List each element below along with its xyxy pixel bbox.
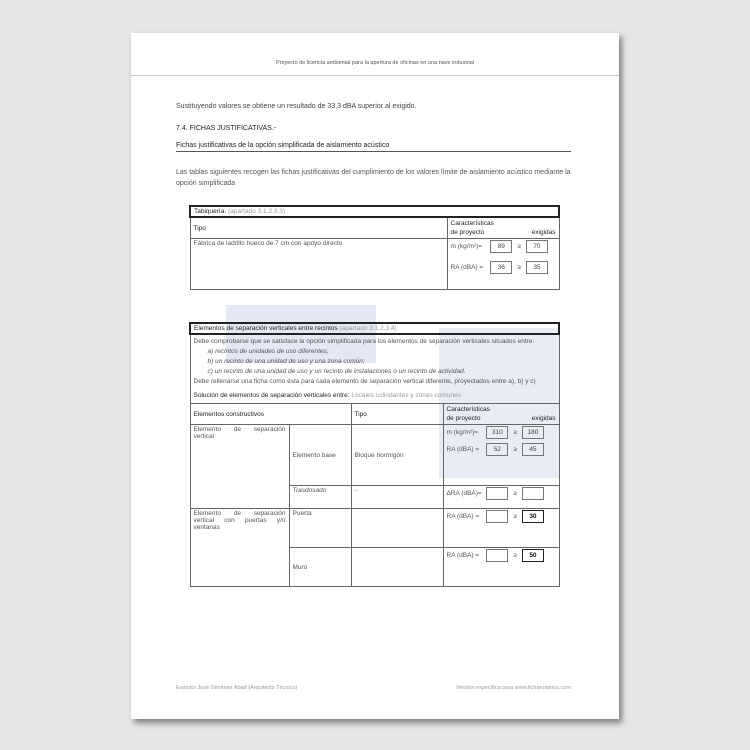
table-title <box>190 323 559 334</box>
ge-sign: ≥ <box>513 552 517 560</box>
col-header-exigidas: exigidas <box>531 415 556 422</box>
trasdosado-tipo: - <box>351 486 443 509</box>
element-puertas-label: Elemento de separación vertical con puertas y/o ventanas <box>190 509 289 587</box>
row-tipo-value: Fábrica de ladrillo hueco de 7 cm con apoyo directo <box>190 239 447 290</box>
dra-label: ΔRA (dBA)= <box>446 490 482 498</box>
list-item: c) un recinto de una unidad de uso y un recinto de instalaciones o un recinto de actividad. <box>207 368 466 375</box>
muro-values-cell <box>443 548 559 587</box>
trasdosado-values-cell <box>443 486 559 509</box>
dra-exigido-field[interactable] <box>522 487 544 500</box>
puerta-label: Puerta <box>289 509 351 548</box>
m-label: m (kg/m²)= <box>446 429 479 437</box>
puerta-exigido-field[interactable]: 30 <box>522 510 544 523</box>
muro-label: Muro <box>289 548 351 587</box>
m-exigido-field[interactable]: 180 <box>522 426 544 439</box>
col-header-tipo: Tipo <box>351 404 443 425</box>
ra-exigido-field[interactable]: 45 <box>522 443 544 456</box>
ra-label: RA (dBA) = <box>446 552 480 560</box>
col-header-exigidas: exigidas <box>531 229 556 236</box>
element-vertical-label: Elemento de separación vertical <box>190 425 289 509</box>
m-exigido-field[interactable]: 70 <box>526 240 548 253</box>
ra-exigido-field[interactable]: 35 <box>526 261 548 274</box>
elemento-base-label: Elemento base <box>289 425 351 486</box>
solution-label: Solución de elementos de separación verticales entre: <box>193 392 350 399</box>
instructions-text: Debe comprobarse que se satisface la opción simplificada para los elementos de separación verticales situados entre: <box>193 338 535 345</box>
m-proyecto-field[interactable]: 310 <box>486 426 508 439</box>
footer-source: Versión específica para www.fichanotarios.com <box>456 685 571 691</box>
col-header-elementos: Elementos constructivos <box>190 404 351 425</box>
puerta-proyecto-field[interactable] <box>486 510 508 523</box>
col-header-caracteristicas <box>443 404 559 425</box>
ge-sign: ≥ <box>513 429 517 437</box>
instructions-cell <box>190 334 559 404</box>
trasdosado-label: Trasdosado <box>289 486 351 509</box>
muro-exigido-field[interactable]: 50 <box>522 549 544 562</box>
solution-value: Locales colindantes y zonas comunes <box>351 392 461 399</box>
col-header-car-label: Características <box>446 406 490 413</box>
list-item: b) un recinto de una unidad de uso y una zona común; <box>207 358 365 365</box>
list-item: a) recintos de unidades de uso diferentes; <box>207 348 329 355</box>
col-header-proyecto: de proyecto <box>446 415 481 422</box>
m-label: m (kg/m²)= <box>450 243 483 251</box>
ra-label: RA (dBA) = <box>446 446 480 454</box>
ra-label: RA (dBA) = <box>450 264 484 272</box>
header-divider <box>131 75 619 76</box>
ra-proyecto-field[interactable]: 36 <box>490 261 512 274</box>
col-header-caracteristicas <box>447 217 559 239</box>
table-title-ref: (apartado 3.1.2.3.3) <box>227 208 286 215</box>
intro-text: Sustituyendo valores se obtiene un resultado de 33,3 dBA superior al exigido. <box>176 103 417 110</box>
footer-author: Evaristo José Giménez Abad (Arquitecto Técnico) <box>176 685 298 691</box>
table-title-ref: (apartado 3.1.2.3.4) <box>339 325 397 332</box>
subheading: Fichas justificativas de la opción simplificada de aislamiento acústico <box>176 142 571 152</box>
page-header: Proyecto de licencia ambiental para la apertura de oficinas en una nave industrial <box>275 60 475 66</box>
ge-sign: ≥ <box>513 446 517 454</box>
table-title <box>190 206 559 217</box>
description-text: Las tablas siguientes recogen las fichas justificativas del cumplimiento de los valores límite de aislamiento acústico mediante la opción simplificada <box>176 169 571 187</box>
ge-sign: ≥ <box>517 264 521 272</box>
ra-label: RA (dBA) = <box>446 513 480 521</box>
separacion-vertical-table <box>189 322 560 587</box>
tabiqueria-table <box>189 205 560 290</box>
ra-proyecto-field[interactable]: 52 <box>486 443 508 456</box>
values-cell <box>447 239 559 290</box>
dra-proyecto-field[interactable] <box>486 487 508 500</box>
instructions-text-2: Debe rellenarse una ficha como ésta para cada elemento de separación vertical diferente, proyectados entre a), b) y c) <box>193 378 536 385</box>
muro-proyecto-field[interactable] <box>486 549 508 562</box>
m-proyecto-field[interactable]: 89 <box>490 240 512 253</box>
ge-sign: ≥ <box>513 513 517 521</box>
table-title-text: Elementos de separación verticales entre recintos <box>194 325 338 332</box>
base-values-cell <box>443 425 559 486</box>
section-title: 7.4. FICHAS JUSTIFICATIVAS.- <box>176 125 277 132</box>
elemento-base-tipo: Bloque hormigón <box>351 425 443 486</box>
col-header-proyecto: de proyecto <box>450 229 485 236</box>
puerta-tipo <box>351 509 443 548</box>
puerta-values-cell <box>443 509 559 548</box>
col-header-tipo: Tipo <box>190 217 447 239</box>
col-header-car-label: Características <box>450 220 494 227</box>
table-title-text: Tabiquería. <box>194 208 227 215</box>
ge-sign: ≥ <box>517 243 521 251</box>
ge-sign: ≥ <box>513 490 517 498</box>
document-page <box>131 33 619 719</box>
muro-tipo <box>351 548 443 587</box>
